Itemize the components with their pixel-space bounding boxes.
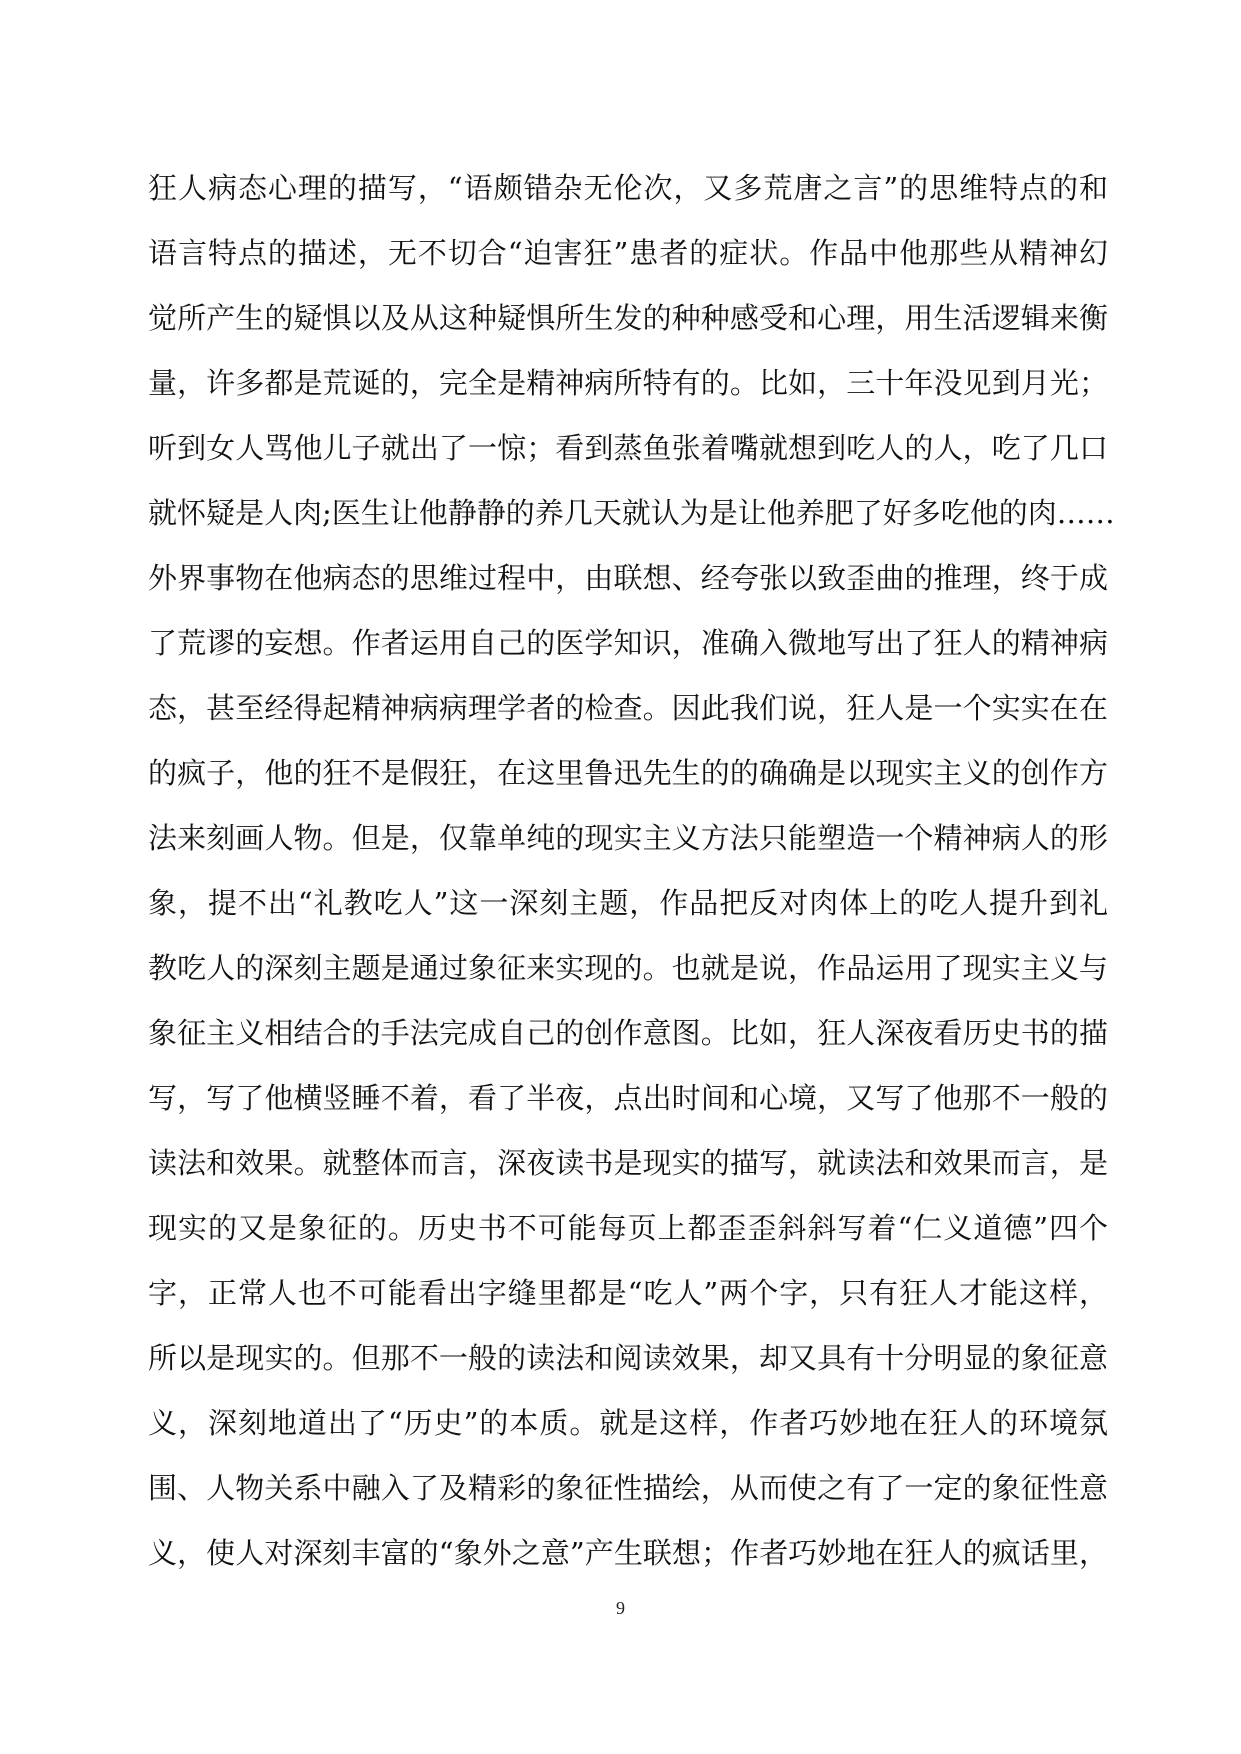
text-line: 象征主义相结合的手法完成自己的创作意图。比如，狂人深夜看历史书的描 [148,1016,1108,1050]
text-line: 围、人物关系中融入了及精彩的象征性描绘，从而使之有了一定的象征性意 [148,1471,1108,1505]
text-line: 狂人病态心理的描写，“语颇错杂无伦次，又多荒唐之言”的思维特点的和 [148,171,1108,205]
text-line: 了荒谬的妄想。作者运用自己的医学知识，准确入微地写出了狂人的精神病 [148,626,1108,660]
text-line: 字，正常人也不可能看出字缝里都是“吃人”两个字，只有狂人才能这样， [148,1276,1108,1310]
text-line: 外界事物在他病态的思维过程中，由联想、经夸张以致歪曲的推理，终于成 [148,561,1108,595]
text-line: 语言特点的描述，无不切合“迫害狂”患者的症状。作品中他那些从精神幻 [148,236,1108,270]
text-line: 的疯子，他的狂不是假狂，在这里鲁迅先生的的确确是以现实主义的创作方 [148,756,1108,790]
text-line: 态，甚至经得起精神病病理学者的检查。因此我们说，狂人是一个实实在在 [148,691,1108,725]
text-line: 觉所产生的疑惧以及从这种疑惧所生发的种种感受和心理，用生活逻辑来衡 [148,301,1108,335]
text-line: 读法和效果。就整体而言，深夜读书是现实的描写，就读法和效果而言，是 [148,1146,1108,1180]
text-line: 写，写了他横竖睡不着，看了半夜，点出时间和心境，又写了他那不一般的 [148,1081,1108,1115]
text-line: 所以是现实的。但那不一般的读法和阅读效果，却又具有十分明显的象征意 [148,1341,1108,1375]
text-line: 就怀疑是人肉;医生让他静静的养几天就认为是让他养肥了好多吃他的肉…… [148,496,1115,530]
text-line: 法来刻画人物。但是，仅靠单纯的现实主义方法只能塑造一个精神病人的形 [148,821,1108,855]
text-line: 教吃人的深刻主题是通过象征来实现的。也就是说，作品运用了现实主义与 [148,951,1108,985]
text-line: 听到女人骂他儿子就出了一惊；看到蒸鱼张着嘴就想到吃人的人，吃了几口 [148,431,1108,465]
body-text [148,156,1115,1586]
text-line: 量，许多都是荒诞的，完全是精神病所特有的。比如，三十年没见到月光； [148,366,1108,400]
text-line: 义，深刻地道出了“历史”的本质。就是这样，作者巧妙地在狂人的环境氛 [148,1406,1108,1440]
page-number: 9 [616,1598,625,1618]
text-line: 现实的又是象征的。历史书不可能每页上都歪歪斜斜写着“仁义道德”四个 [148,1211,1108,1245]
text-line: 象，提不出“礼教吃人”这一深刻主题，作品把反对肉体上的吃人提升到礼 [148,886,1108,920]
text-line: 义，使人对深刻丰富的“象外之意”产生联想；作者巧妙地在狂人的疯话里， [148,1536,1108,1570]
